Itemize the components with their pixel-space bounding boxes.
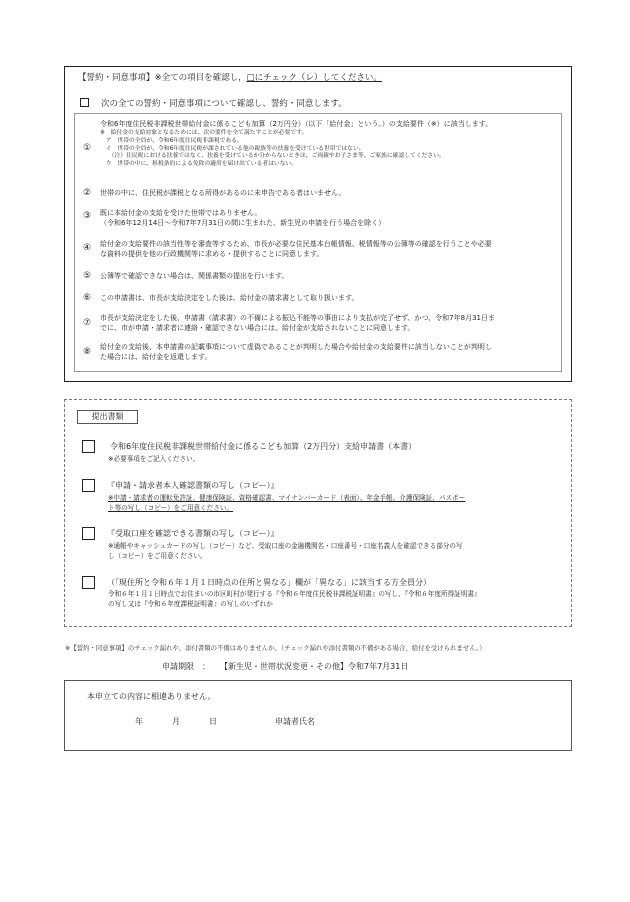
- pledge-header-text: ※全ての項目を確認し，: [154, 73, 247, 83]
- pledge-item-3-line: 既に本給付金の支給を受けた世帯ではありません。: [100, 209, 262, 217]
- deadline-colon: ：: [202, 662, 210, 671]
- pledge-item-1-conditions: [100, 130, 558, 169]
- pledge-item-3-line: （令和6年12月14日～令和7年7月31日の間に生まれた、新生児の申請を行う場合を除く）: [100, 218, 386, 227]
- document-note-line: 令和６年１月１日時点でお住まいの市区町村が発行する『令和６年度住民税非課税証明書』の写し、『令和６年度所得証明書』: [108, 590, 481, 598]
- condition-line: （注）住民税における扶養ではなく、扶養を受けているか分からないときは、ご両親やお子さま等、ご家族に確認してください。: [100, 153, 445, 160]
- document-2-checkbox[interactable]: [82, 479, 95, 492]
- item-number: ②: [82, 188, 92, 198]
- pledge-item-4-line: 給付金の支給要件の該当性等を審査等するため、市長が必要な住民基本台帳情報、税情報等の公簿等の確認を行うことや必要: [100, 240, 492, 248]
- pledge-item-6-line: この申請書は、市長が支給決定をした後は、給付金の請求書として取り扱います。: [100, 294, 359, 302]
- pledge-item-4-line: な資料の提供を他の行政機関等に求める・提供することに同意します。: [100, 249, 324, 258]
- condition-line: ア 世帯の全員が、令和6年度住民税非課税である。: [100, 137, 243, 144]
- item-number: ⑦: [82, 318, 92, 328]
- pledge-item-2: [100, 189, 558, 199]
- pledge-item-8-line: た場合には、給付金を返還します。: [100, 352, 212, 361]
- pledge-item-6: [100, 294, 558, 304]
- pledge-item-7: [100, 314, 558, 333]
- document-3-note: [108, 542, 558, 561]
- agree-all-label: 次の全ての誓約・同意事項について確認し、誓約・同意します。: [101, 99, 347, 109]
- agree-all-row[interactable]: [80, 97, 347, 109]
- documents-title: 提出書類: [77, 410, 138, 424]
- document-1-title: 令和6年度住民税非課税世帯給付金に係るこども加算（2万円分）支給申請書（本書）: [110, 442, 417, 451]
- pledge-item-3: [100, 209, 558, 228]
- document-note-line: ト等の写し（コピー）をご用意ください。: [108, 503, 234, 512]
- pledge-item-5: [100, 272, 558, 282]
- document-4-note: [108, 590, 563, 609]
- item-number: ④: [82, 243, 92, 253]
- item-number: ⑧: [82, 347, 92, 357]
- deadline-value: 【新生児・世帯状況変更・その他】令和7年7月31日: [224, 662, 409, 671]
- document-1-note: [108, 455, 199, 465]
- document-note-line: ※必要事項をご記入ください。: [108, 455, 200, 463]
- pledge-item-1: [100, 120, 558, 130]
- pledge-item-7-line: 市長が支給決定をした後、申請書（請求書）の不備による振込不能等の事由により支払が完了せず、かつ、令和7年8月31日ま: [100, 314, 495, 322]
- applicant-name-label: 申請者氏名: [275, 717, 315, 726]
- item-number: ①: [82, 143, 92, 153]
- item-number: ③: [82, 211, 92, 221]
- application-deadline: [162, 661, 408, 672]
- pledge-item-5-line: 公簿等で確認できない場合は、関係書類の提出を行います。: [100, 272, 289, 280]
- document-4-title: （「現住所と令和６年１月１日時点の住所と異なる」欄が「異なる」に該当する方全員分）: [107, 578, 431, 587]
- pledge-header-bracket: 【誓約・同意事項】: [78, 73, 155, 83]
- pledge-item-2-line: 世帯の中に、住民税が課税となる所得があるのに未申告である者はいません。: [100, 189, 346, 197]
- document-3-checkbox[interactable]: [82, 527, 95, 540]
- document-note-line: し（コピー）をご用意ください。: [108, 551, 207, 560]
- document-note-line: ※通帳やキャッシュカードの写し（コピー）など、受取口座の金融機関名・口座番号・口座名義人を確認できる部分の写: [108, 542, 463, 550]
- agree-all-checkbox[interactable]: [80, 98, 89, 107]
- date-year-label: 年: [135, 717, 143, 726]
- document-2-note: [108, 494, 558, 513]
- pledge-item-8-line: 給付金の支給後、本申請書の記載事項について虚偽であることが判明した場合や給付金の支給要件に該当しないことが判明し: [100, 343, 492, 351]
- document-note-line: の写し又は『令和６年度課税証明書』の写しのいずれか: [108, 599, 273, 608]
- deadline-label: 申請期限: [162, 662, 194, 671]
- check-reminder-footnote: ※【誓約・同意事項】のチェック漏れや、添付書類の不備はありませんか。（チェック漏れや添付書類の不備がある場合、給付を受けられません。）: [65, 644, 486, 652]
- date-month-label: 月: [172, 717, 180, 726]
- pledge-item-8: [100, 343, 558, 362]
- pledge-item-1-line: 令和6年度住民税非課税世帯給付金に係るこども加算（2万円分）（以下「給付金」という。）の支給要件（※）に該当します。: [100, 120, 493, 128]
- declaration-text: 本申立ての内容に相違ありません。: [87, 692, 216, 701]
- document-1-checkbox[interactable]: [82, 440, 95, 453]
- pledge-item-7-line: でに、市が申請・請求者に連絡・確認できない場合には、給付金が支給されないことに同意します。: [100, 323, 415, 332]
- item-number: ⑥: [82, 293, 92, 303]
- document-3-title: 『受取口座を確認できる書類の写し（コピー）』: [107, 529, 279, 538]
- condition-line: イ 世帯の全員が、令和6年度住民税が課されている他の親族等の扶養を受けている世帯ではない。: [100, 145, 365, 152]
- document-4-checkbox[interactable]: [82, 576, 95, 589]
- pledge-header-instruction: □にチェック（レ）してください。: [246, 73, 382, 83]
- document-2-title: 『申請・請求者本人確認書類の写し（コピー）』: [107, 481, 279, 490]
- date-day-label: 日: [209, 717, 217, 726]
- condition-line: ※ 給付金の支給対象となるためには、次の要件を全て満たすことが必要です。: [100, 130, 308, 136]
- pledge-header: [78, 71, 382, 83]
- item-number: ⑤: [82, 271, 92, 281]
- pledge-item-4: [100, 240, 558, 259]
- condition-line: ウ 世帯の中に、租税条約による免除の適用を届け出ている者はいない。: [100, 161, 298, 168]
- document-note-line: ※申請・請求者の運転免許証、健康保険証、資格確認書、マイナンバーカード（表面）、年金手帳、介護保険証、パスポー: [108, 494, 466, 502]
